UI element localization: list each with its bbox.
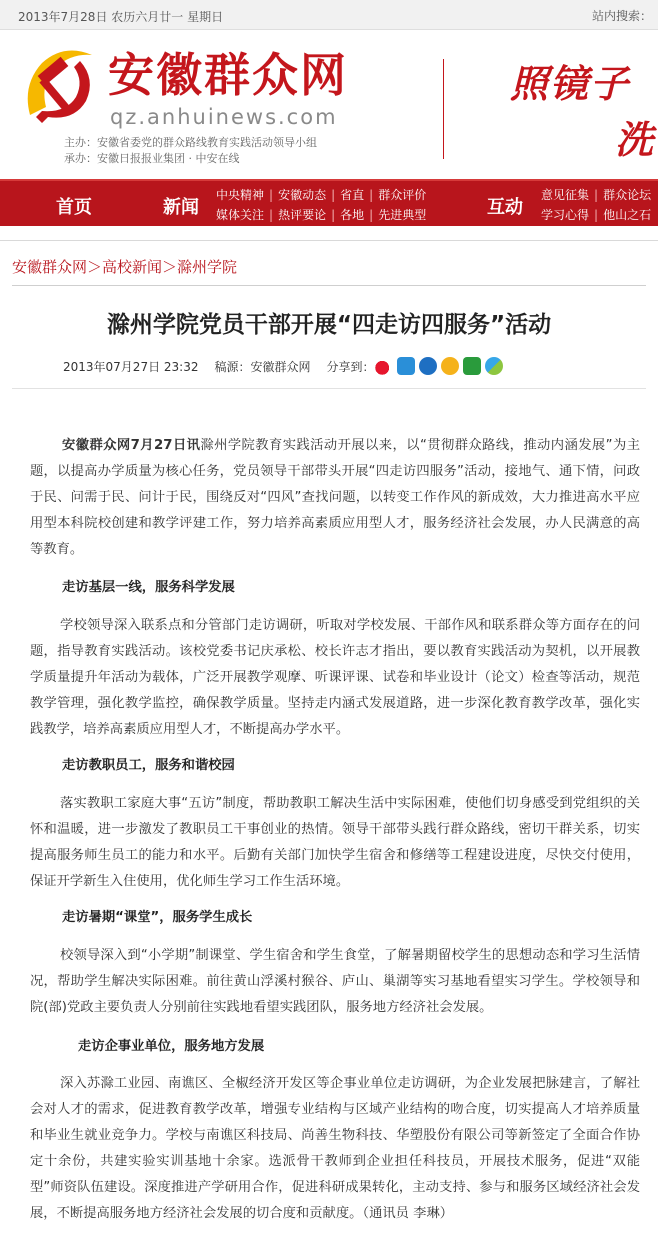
qzone-icon[interactable] xyxy=(397,357,415,375)
nav-link-provincial[interactable]: 省直 xyxy=(340,188,365,202)
site-domain: qz.anhuinews.com xyxy=(110,105,338,129)
publish-datetime: 2013年07月27日 23:32 xyxy=(63,360,199,374)
section-heading: 走访企事业单位，服务地方发展 xyxy=(78,1039,265,1054)
divider xyxy=(0,240,658,241)
article-paragraph xyxy=(30,433,640,563)
nav-link-regions[interactable]: 各地 xyxy=(340,208,365,222)
current-date: 2013年7月28日 农历六月廿一 星期日 xyxy=(18,10,224,24)
share-label: 分享到： xyxy=(326,360,375,374)
nav-link-other-experiences[interactable]: 他山之石 xyxy=(603,208,652,222)
masthead-divider xyxy=(443,59,444,159)
sponsor-text: 主办：安徽省委党的群众路线教育实践活动领导小组 xyxy=(64,136,317,149)
main-nav xyxy=(0,179,658,226)
nav-news-row-1: 中央精神 | 安徽动态 | 省直 | 群众评价 xyxy=(216,188,427,202)
nav-link-media-focus[interactable]: 媒体关注 xyxy=(216,208,265,222)
nav-news[interactable]: 新闻 xyxy=(163,197,199,218)
article-paragraph: 落实教职工家庭大事“五访”制度，帮助教职工解决生活中实际困难，使他们切身感受到党组织的关怀和温暖，进一步激发了教职员工干事创业的热情。领导干部带头践行群众路线，密切干群关系，切实提高服务师生员工的能力和水平。后勤有关部门加快学生宿舍和修缮等工程建设进度，尽快交付使用，保证开学新生入住使用，优化师生学习工作生活环境。 xyxy=(30,796,640,889)
renren-icon[interactable] xyxy=(419,357,437,375)
nav-link-public-review[interactable]: 群众评价 xyxy=(378,188,427,202)
article-title: 滁州学院党员干部开展“四走访四服务”活动 xyxy=(106,312,552,338)
nav-link-opinion-collection[interactable]: 意见征集 xyxy=(541,188,590,202)
lead-source: 安徽群众网7月27日讯 xyxy=(62,438,201,453)
section-heading: 走访暑期“课堂”，服务学生成长 xyxy=(62,910,253,925)
nav-link-public-forum[interactable]: 群众论坛 xyxy=(603,188,652,202)
nav-interact[interactable]: 互动 xyxy=(487,197,523,218)
nav-link-hot-comments[interactable]: 热评要论 xyxy=(278,208,327,222)
share-icons xyxy=(375,357,503,375)
slogan-line-1: 照镜子 xyxy=(510,61,631,106)
organizer-text: 承办：安徽日报报业集团 · 中安在线 xyxy=(64,152,240,165)
douban-icon[interactable] xyxy=(463,357,481,375)
nav-link-anhui-news[interactable]: 安徽动态 xyxy=(278,188,327,202)
weibo-icon[interactable] xyxy=(375,357,393,375)
paragraph-text: 滁州学院教育实践活动开展以来，以“贯彻群众路线，推动内涵发展”为主题，以提高办学质量为核心任务，党员领导干部带头开展“四走访四服务”活动，接地气、通下情，问政于民、问需于民、问计于民，围绕反对“四风”查找问题，以转变工作作风的新成效，大力推进高水平应用型本科院校创建和教学评建工作，努力培养高素质应用型人才，服务经济社会发展，办人民满意的高等教育。 xyxy=(30,438,640,557)
nav-link-study-notes[interactable]: 学习心得 xyxy=(541,208,590,222)
article-paragraph: 学校领导深入联系点和分管部门走访调研，听取对学校发展、干部作风和联系群众等方面存在的问题，指导教育实践活动。该校党委书记庆承松、校长许志才指出，要以教育实践活动为契机，以开展教学质量提升年活动为载体，广泛开展教学观摩、听课评课、试卷和毕业设计（论文）检查等活动，规范教学管理，强化教学监控，确保教学质量。坚持走内涵式发展道路，进一步深化教育教学改革，强化实践教学，培养高素质应用型人才，不断提高办学水平。 xyxy=(30,618,640,737)
slogan-line-2: 洗 xyxy=(615,117,654,162)
section-heading: 走访教职员工，服务和谐校园 xyxy=(62,758,235,773)
nav-home[interactable]: 首页 xyxy=(56,197,92,218)
divider xyxy=(12,285,646,286)
section-heading: 走访基层一线，服务科学发展 xyxy=(62,580,235,595)
party-emblem-icon[interactable] xyxy=(20,45,102,127)
nav-link-role-models[interactable]: 先进典型 xyxy=(378,208,427,222)
nav-interact-row-1: 意见征集 | 群众论坛 xyxy=(541,188,652,202)
site-name-logo[interactable]: 安徽群众网 xyxy=(108,48,348,102)
article-paragraph: 深入苏滁工业园、南谯区、全椒经济开发区等企事业单位走访调研，为企业发展把脉建言，了解社会对人才的需求，促进教育教学改革，增强专业结构与区域产业结构的吻合度，切实提高人才培养质量和毕业生就业竞争力。学校与南谯区科技局、尚善生物科技、华塑股份有限公司等新签定了全面合作协定十余份，共建实验实训基地十余家。选派骨干教师到企业担任科技员，开展技术服务，促进“双能型”师资队伍建设。深度推进产学研用合作，促进科研成果转化，主动支持、参与和服务区域经济社会发展，不断提高服务地方经济社会发展的切合度和贡献度。（通讯员 李琳） xyxy=(30,1076,640,1221)
kaixin-icon[interactable] xyxy=(441,357,459,375)
article-source: 稿源：安徽群众网 xyxy=(214,360,311,374)
nav-news-row-2: 媒体关注 | 热评要论 | 各地 | 先进典型 xyxy=(216,208,427,222)
article-paragraph: 校领导深入到“小学期”制课堂、学生宿舍和学生食堂，了解暑期留校学生的思想动态和学习生活情况，帮助学生解决实际困难。前往黄山浮溪村猴谷、庐山、巢湖等实习基地看望实习学生。学校领导和院(部)党政主要负责人分别前往实践地看望实践团队，服务地方经济社会发展。 xyxy=(30,948,640,1015)
tencent-icon[interactable] xyxy=(485,357,503,375)
nav-interact-row-2: 学习心得 | 他山之石 xyxy=(541,208,652,222)
article-meta xyxy=(63,358,375,375)
site-search-label[interactable]: 站内搜索： xyxy=(591,9,652,23)
top-bar xyxy=(0,0,658,30)
nav-link-central-spirit[interactable]: 中央精神 xyxy=(216,188,265,202)
masthead xyxy=(0,31,658,179)
divider xyxy=(12,388,646,389)
breadcrumb[interactable]: 安徽群众网＞高校新闻＞滁州学院 xyxy=(12,258,238,276)
